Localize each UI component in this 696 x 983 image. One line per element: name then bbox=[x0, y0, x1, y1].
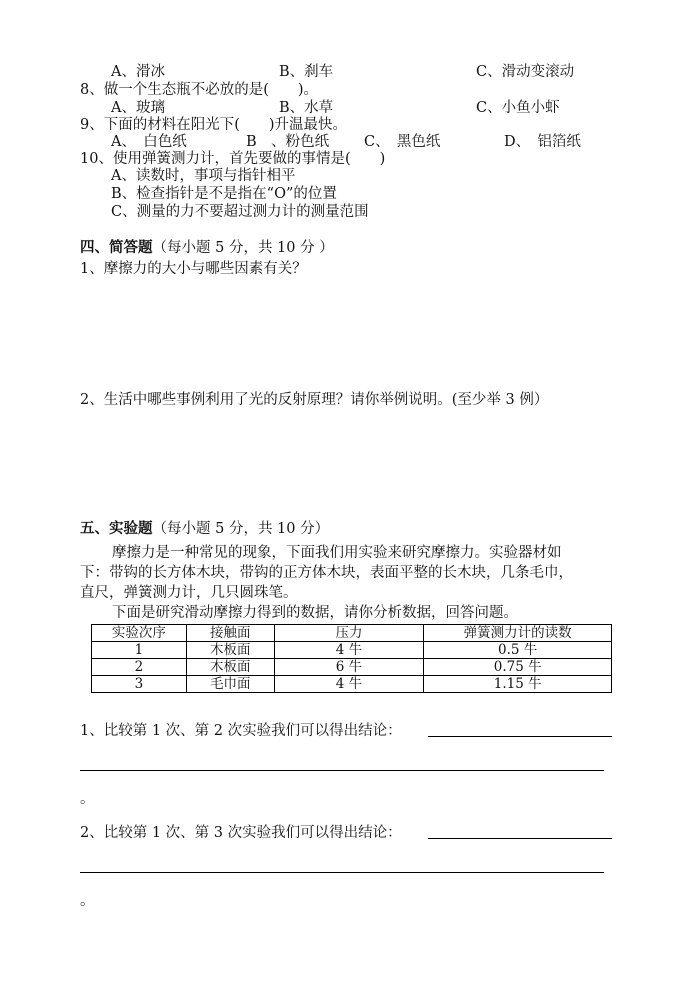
q10-option-c: C、测量的力不要超过测力计的测量范围 bbox=[111, 204, 369, 220]
table-cell: 毛巾面 bbox=[186, 676, 274, 693]
answer-end-period-q2: 。 bbox=[80, 893, 95, 909]
section5-para-line2: 下：带钩的长方体木块，带钩的正方体木块，表面平整的长木块，几条毛巾， bbox=[80, 565, 573, 581]
table-cell: 0.75 牛 bbox=[424, 659, 612, 676]
table-header-row bbox=[92, 625, 612, 642]
answer-end-period-q1: 。 bbox=[80, 791, 95, 807]
section5-q2: 2、比较第 1 次、第 3 次实验我们可以得出结论： bbox=[80, 825, 402, 841]
section4-q2: 2、生活中哪些事例利用了光的反射原理？请你举例说明。(至少举 3 例） bbox=[80, 392, 549, 408]
table-cell: 4 牛 bbox=[274, 676, 424, 693]
q7-option-a: A、滑冰 bbox=[111, 64, 165, 80]
section4-title: 四、简答题 bbox=[80, 239, 153, 256]
section5-q1: 1、比较第 1 次、第 2 次实验我们可以得出结论： bbox=[80, 723, 402, 739]
q7-option-b: B、刹车 bbox=[279, 64, 334, 80]
table-row bbox=[92, 676, 612, 693]
table-cell: 6 牛 bbox=[274, 659, 424, 676]
section5-note: （每小题 5 分，共 10 分） bbox=[152, 521, 330, 537]
section5-heading bbox=[80, 520, 329, 538]
table-header-cell: 接触面 bbox=[186, 625, 274, 642]
q10-stem: 10、使用弹簧测力计，首先要做的事情是( ) bbox=[80, 151, 386, 167]
q9-option-d: D、 铝箔纸 bbox=[504, 134, 581, 150]
answer-line-q2-full[interactable] bbox=[80, 872, 604, 873]
q9-option-b: B 、粉色纸 bbox=[246, 134, 330, 150]
q8-option-c: C、小鱼小虾 bbox=[476, 100, 560, 116]
table-cell: 0.5 牛 bbox=[424, 642, 612, 659]
section5-para-line1: 摩擦力是一种常见的现象，下面我们用实验来研究摩擦力。实验器材如 bbox=[112, 545, 562, 561]
experiment-table bbox=[91, 624, 612, 693]
table-cell: 1.15 牛 bbox=[424, 676, 612, 693]
section4-heading bbox=[80, 239, 334, 257]
section5-para-line4: 下面是研究滑动摩擦力得到的数据，请你分析数据，回答问题。 bbox=[112, 605, 518, 621]
q10-option-b: B、检查指针是不是指在“O”的位置 bbox=[111, 186, 337, 202]
table-cell: 4 牛 bbox=[274, 642, 424, 659]
q9-stem: 9、下面的材料在阳光下( )升温最快。 bbox=[80, 117, 348, 133]
q8-stem: 8、做一个生态瓶不必放的是( )。 bbox=[80, 82, 319, 98]
section4-note: （每小题 5 分，共 10 分 ） bbox=[152, 240, 334, 256]
section5-title: 五、实验题 bbox=[80, 520, 153, 537]
answer-line-q1-inline[interactable] bbox=[428, 736, 612, 737]
q9-option-a: A、 白色纸 bbox=[111, 134, 187, 150]
q8-option-b: B、水草 bbox=[279, 100, 334, 116]
table-cell: 木板面 bbox=[186, 659, 274, 676]
table-header-cell: 压力 bbox=[274, 625, 424, 642]
table-header-cell: 实验次序 bbox=[92, 625, 187, 642]
table-cell: 木板面 bbox=[186, 642, 274, 659]
answer-line-q2-inline[interactable] bbox=[428, 838, 612, 839]
table-cell: 1 bbox=[92, 642, 187, 659]
table-cell: 3 bbox=[92, 676, 187, 693]
table-cell: 2 bbox=[92, 659, 187, 676]
table-header-cell: 弹簧测力计的读数 bbox=[424, 625, 612, 642]
q10-option-a: A、读数时，事项与指针相平 bbox=[111, 168, 296, 184]
q9-option-c: C、 黑色纸 bbox=[364, 134, 441, 150]
q8-option-a: A、玻璃 bbox=[111, 100, 165, 116]
q7-option-c: C、滑动变滚动 bbox=[476, 64, 575, 80]
table-row bbox=[92, 659, 612, 676]
section4-q1: 1、摩擦力的大小与哪些因素有关？ bbox=[80, 261, 307, 277]
answer-line-q1-full[interactable] bbox=[80, 770, 604, 771]
section5-para-line3: 直尺，弹簧测力计，几只圆珠笔。 bbox=[80, 585, 298, 601]
table-row bbox=[92, 642, 612, 659]
